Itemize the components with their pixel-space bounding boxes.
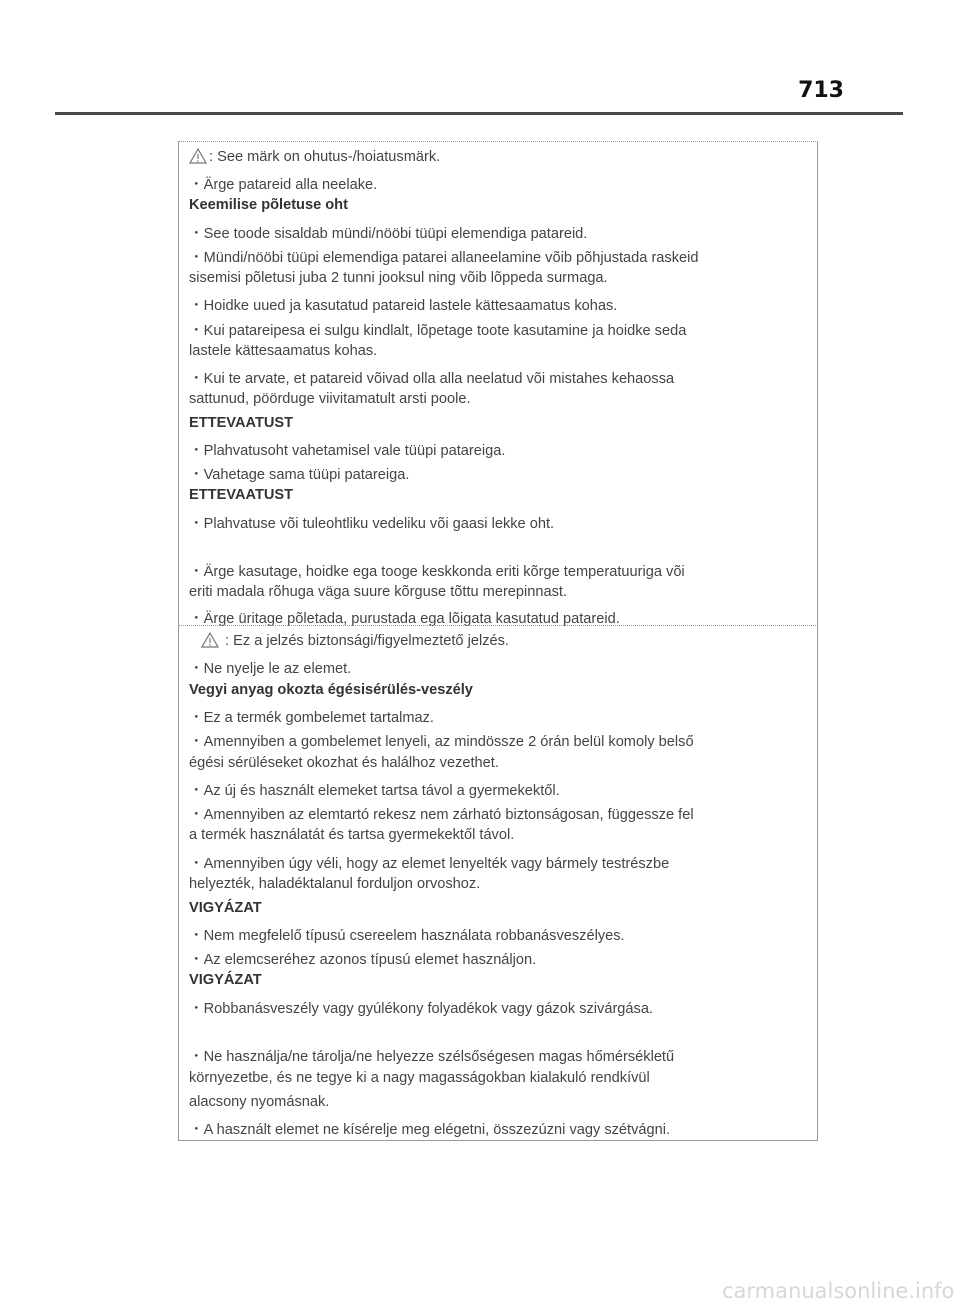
hungarian-line: ・Ne nyelje le az elemet. (189, 661, 352, 677)
estonian-line: sisemisi põletusi juba 2 tunni jooksul ning võib lõppeda surmaga. (189, 270, 608, 286)
hungarian-line: ・Robbanásveszély vagy gyúlékony folyadékok vagy gázok szivárgása. (189, 1001, 654, 1017)
estonian-line: ・Plahvatuse või tuleohtliku vedeliku või gaasi lekke oht. (189, 516, 555, 532)
estonian-line: ・Mündi/nööbi tüüpi elemendiga patarei allaneelamine võib põhjustada raskeid (189, 250, 699, 266)
estonian-line: ・Ärge üritage põletada, purustada ega lõigata kasutatud patareid. (189, 611, 620, 627)
hungarian-line: ・Nem megfelelő típusú csereelem használata robbanásveszélyes. (189, 928, 625, 944)
hungarian-line: alacsony nyomásnak. (189, 1094, 330, 1110)
estonian-line: ・Vahetage sama tüüpi patareiga. (189, 467, 410, 483)
header-rule (55, 112, 903, 115)
warning-triangle-icon (201, 632, 219, 652)
hungarian-line: ・A használt elemet ne kísérelje meg elégetni, összezúzni vagy szétvágni. (189, 1122, 671, 1138)
estonian-line: ・Hoidke uued ja kasutatud patareid lastele kättesaamatus kohas. (189, 298, 618, 314)
estonian-line: sattunud, pöörduge viivitamatult arsti poole. (189, 391, 471, 407)
estonian-line: lastele kättesaamatus kohas. (189, 343, 378, 359)
hungarian-icon-note: : Ez a jelzés biztonsági/figyelmeztető jelzés. (221, 633, 509, 649)
estonian-heading: Keemilise põletuse oht (189, 197, 348, 213)
estonian-line: ・See toode sisaldab mündi/nööbi tüüpi elemendiga patareid. (189, 226, 588, 242)
footer-watermark: carmanualsonline.info (722, 1279, 955, 1303)
estonian-line: eriti madala rõhuga väga suure kõrguse tõttu merepinnast. (189, 584, 568, 600)
estonian-line: ・Plahvatusoht vahetamisel vale tüüpi patareiga. (189, 443, 506, 459)
hungarian-heading: VIGYÁZAT (189, 900, 262, 916)
estonian-heading: ETTEVAATUST (189, 415, 294, 431)
estonian-line: ・Ärge patareid alla neelake. (189, 177, 378, 193)
hungarian-line: ・Ne használja/ne tárolja/ne helyezze szélsőségesen magas hőmérsékletű (189, 1049, 675, 1065)
warning-triangle-icon (189, 148, 207, 168)
hungarian-line: a termék használatát és tartsa gyermekektől távol. (189, 827, 515, 843)
hungarian-line: ・Amennyiben az elemtartó rekesz nem zárható biztonságosan, függessze fel (189, 807, 694, 823)
estonian-icon-note-line (189, 148, 440, 168)
hungarian-line: ・Amennyiben úgy véli, hogy az elemet lenyelték vagy bármely testrészbe (189, 856, 670, 872)
hungarian-heading: VIGYÁZAT (189, 972, 262, 988)
hungarian-icon-note-line (201, 632, 509, 652)
estonian-icon-note: : See märk on ohutus-/hoiatusmärk. (209, 149, 441, 165)
hungarian-line: környezetbe, és ne tegye ki a nagy magasságokban kialakuló rendkívül (189, 1070, 650, 1086)
hungarian-line: ・Az elemcseréhez azonos típusú elemet használjon. (189, 952, 537, 968)
hungarian-line: ・Ez a termék gombelemet tartalmaz. (189, 710, 434, 726)
hungarian-line: égési sérüléseket okozhat és halálhoz vezethet. (189, 755, 499, 771)
hungarian-line: helyezték, haladéktalanul forduljon orvoshoz. (189, 876, 481, 892)
hungarian-line: ・Amennyiben a gombelemet lenyeli, az mindössze 2 órán belül komoly belső (189, 734, 694, 750)
estonian-heading: ETTEVAATUST (189, 487, 294, 503)
hungarian-line: ・Az új és használt elemeket tartsa távol a gyermekektől. (189, 783, 560, 799)
hungarian-warning-box (178, 625, 818, 1141)
hungarian-heading: Vegyi anyag okozta égésisérülés-veszély (189, 682, 473, 698)
estonian-line: ・Kui patareipesa ei sulgu kindlalt, lõpetage toote kasutamine ja hoidke seda (189, 323, 687, 339)
page-number: 713 (798, 78, 844, 103)
estonian-line: ・Kui te arvate, et patareid võivad olla alla neelatud või mistahes kehaossa (189, 371, 675, 387)
estonian-line: ・Ärge kasutage, hoidke ega tooge keskkonda eriti kõrge temperatuuriga või (189, 564, 685, 580)
estonian-warning-box (178, 141, 818, 626)
